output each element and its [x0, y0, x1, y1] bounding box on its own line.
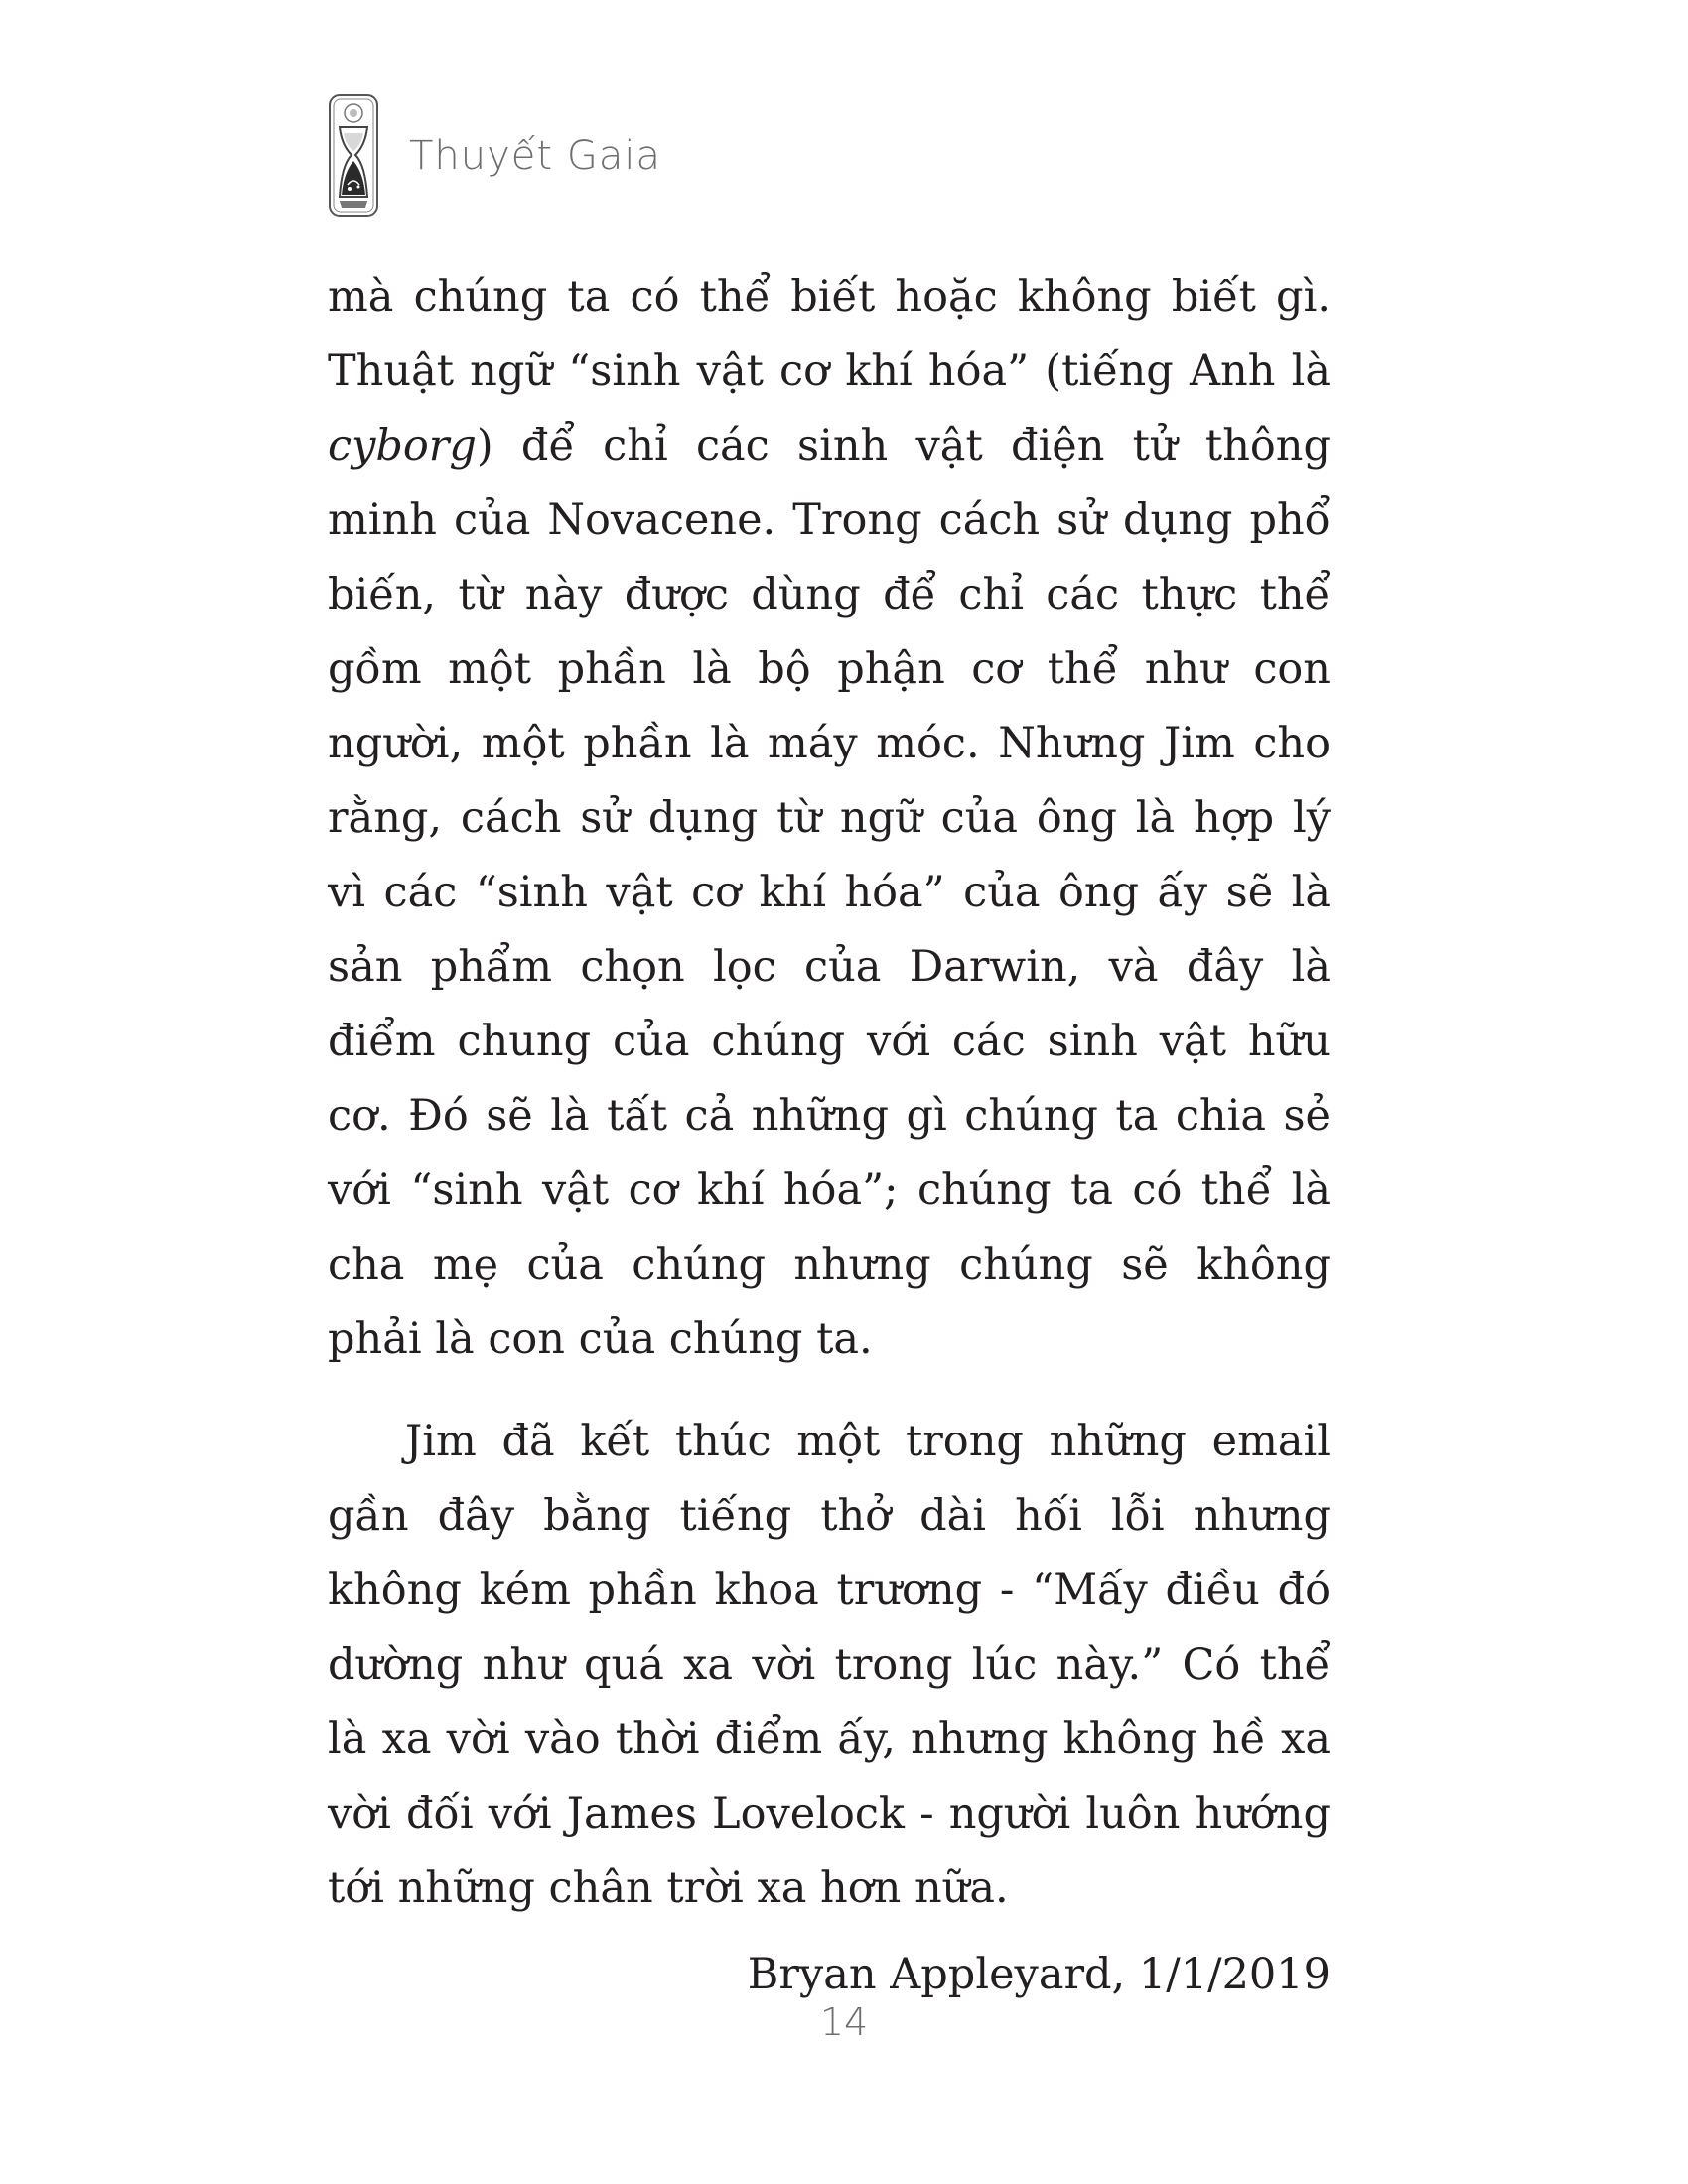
running-header-title: Thuyết Gaia [409, 133, 661, 179]
paragraph-2: Jim đã kết thúc một trong những email gần đây bằng tiếng thở dài hối lỗi nhưng không kém phần khoa trương - “Mấy điều đó dường như quá xa vời trong lúc này.” Có thể là xa vời vào thời điểm ấy, nhưng không hề xa vời đối với James Lovelock - người luôn hướng tới những chân trời xa hơn nữa. [328, 1417, 1331, 1913]
paragraph-1-italic-term: cyborg [328, 421, 477, 471]
paragraph-1-text-a: mà chúng ta có thể biết hoặc không biết gì. Thuật ngữ “sinh vật cơ khí hóa” (tiếng Anh là [328, 272, 1331, 396]
page-number: 14 [819, 2000, 869, 2044]
body-text [328, 260, 1331, 2012]
running-header [328, 91, 661, 220]
paragraph-1 [328, 260, 1331, 1377]
hourglass-emblem-icon [328, 93, 379, 218]
paragraph-1-text-b: ) để chỉ các sinh vật điện tử thông minh của Novacene. Trong cách sử dụng phổ biến, từ này được dùng để chỉ các thực thể gồm một phần là bộ phận cơ thể như con người, một phần là máy móc. Nhưng Jim cho rằng, cách sử dụng từ ngữ của ông là hợp lý vì các “sinh vật cơ khí hóa” của ông ấy sẽ là sản phẩm chọn lọc của Darwin, và đây là điểm chung của chúng với các sinh vật hữu cơ. Đó sẽ là tất cả những gì chúng ta chia sẻ với “sinh vật cơ khí hóa”; chúng ta có thể là cha mẹ của chúng nhưng chúng sẽ không phải là con của chúng ta. [328, 421, 1331, 1364]
signature: Bryan Appleyard, 1/1/2019 [747, 1950, 1331, 1999]
